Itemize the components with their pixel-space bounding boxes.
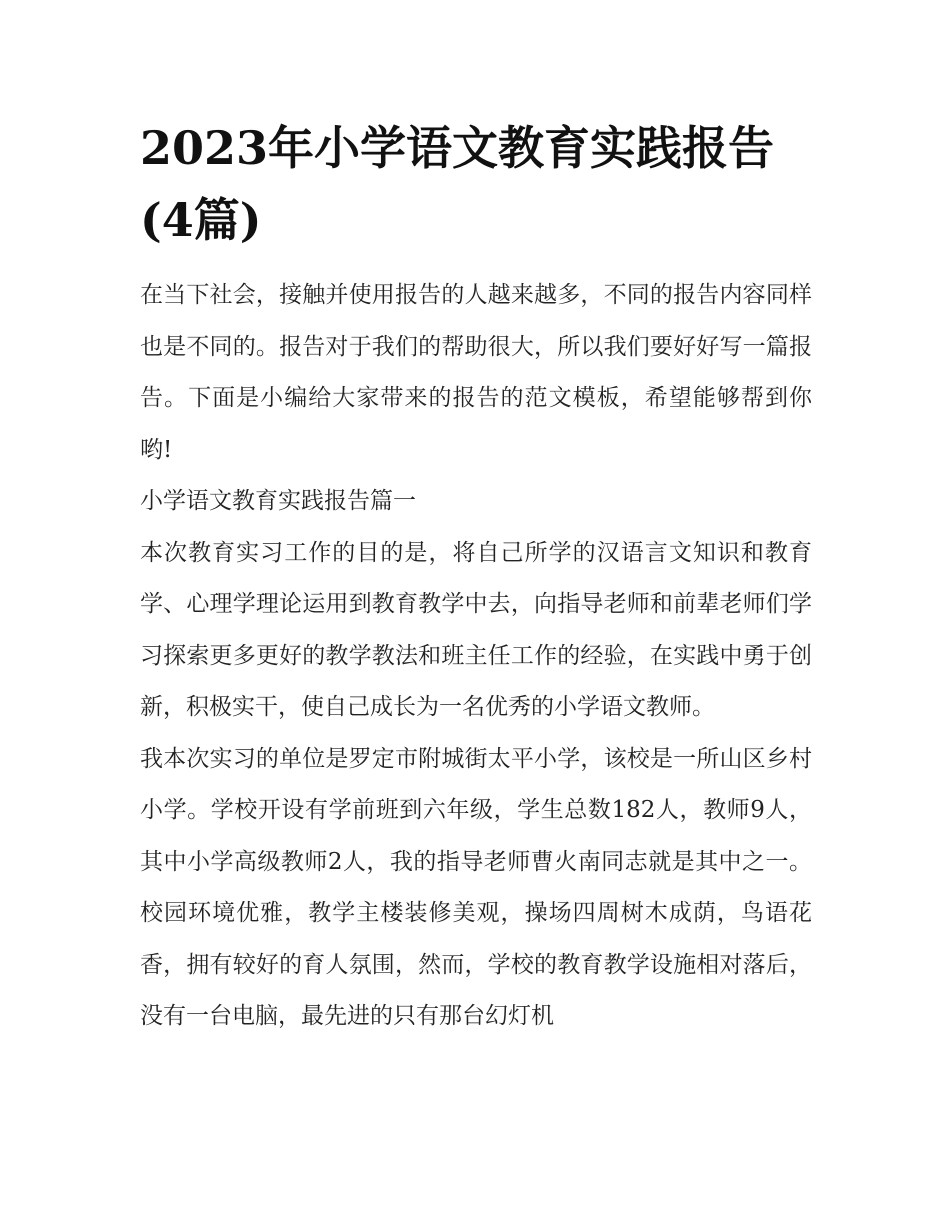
document-title: 2023年小学语文教育实践报告(4篇) [140, 121, 775, 247]
body-paragraph-1: 本次教育实习工作的目的是，将自己所学的汉语言文知识和教育学、心理学理论运用到教育教学中去，向指导老师和前辈老师们学习探索更多更好的教学教法和班主任工作的经验，在实践中勇于创新，积极实干，使自己成长为一名优秀的小学语文教师。 [140, 539, 812, 720]
body-paragraph-2: 我本次实习的单位是罗定市附城街太平小学，该校是一所山区乡村小学。学校开设有学前班到六年级，学生总数182人，教师9人，其中小学高级教师2人，我的指导老师曹火南同志就是其中之一。校园环境优雅，教学主楼装修美观，操场四周树木成荫，鸟语花香，拥有较好的育人氛围，然而，学校的教育教学设施相对落后，没有一台电脑，最先进的只有那台幻灯机 [140, 745, 812, 1029]
section-heading: 小学语文教育实践报告篇一 [140, 488, 416, 514]
intro-paragraph: 在当下社会，接触并使用报告的人越来越多，不同的报告内容同样也是不同的。报告对于我们的帮助很大，所以我们要好好写一篇报告。下面是小编给大家带来的报告的范文模板，希望能够帮到你哟! [140, 282, 812, 463]
document-body [140, 112, 812, 1043]
